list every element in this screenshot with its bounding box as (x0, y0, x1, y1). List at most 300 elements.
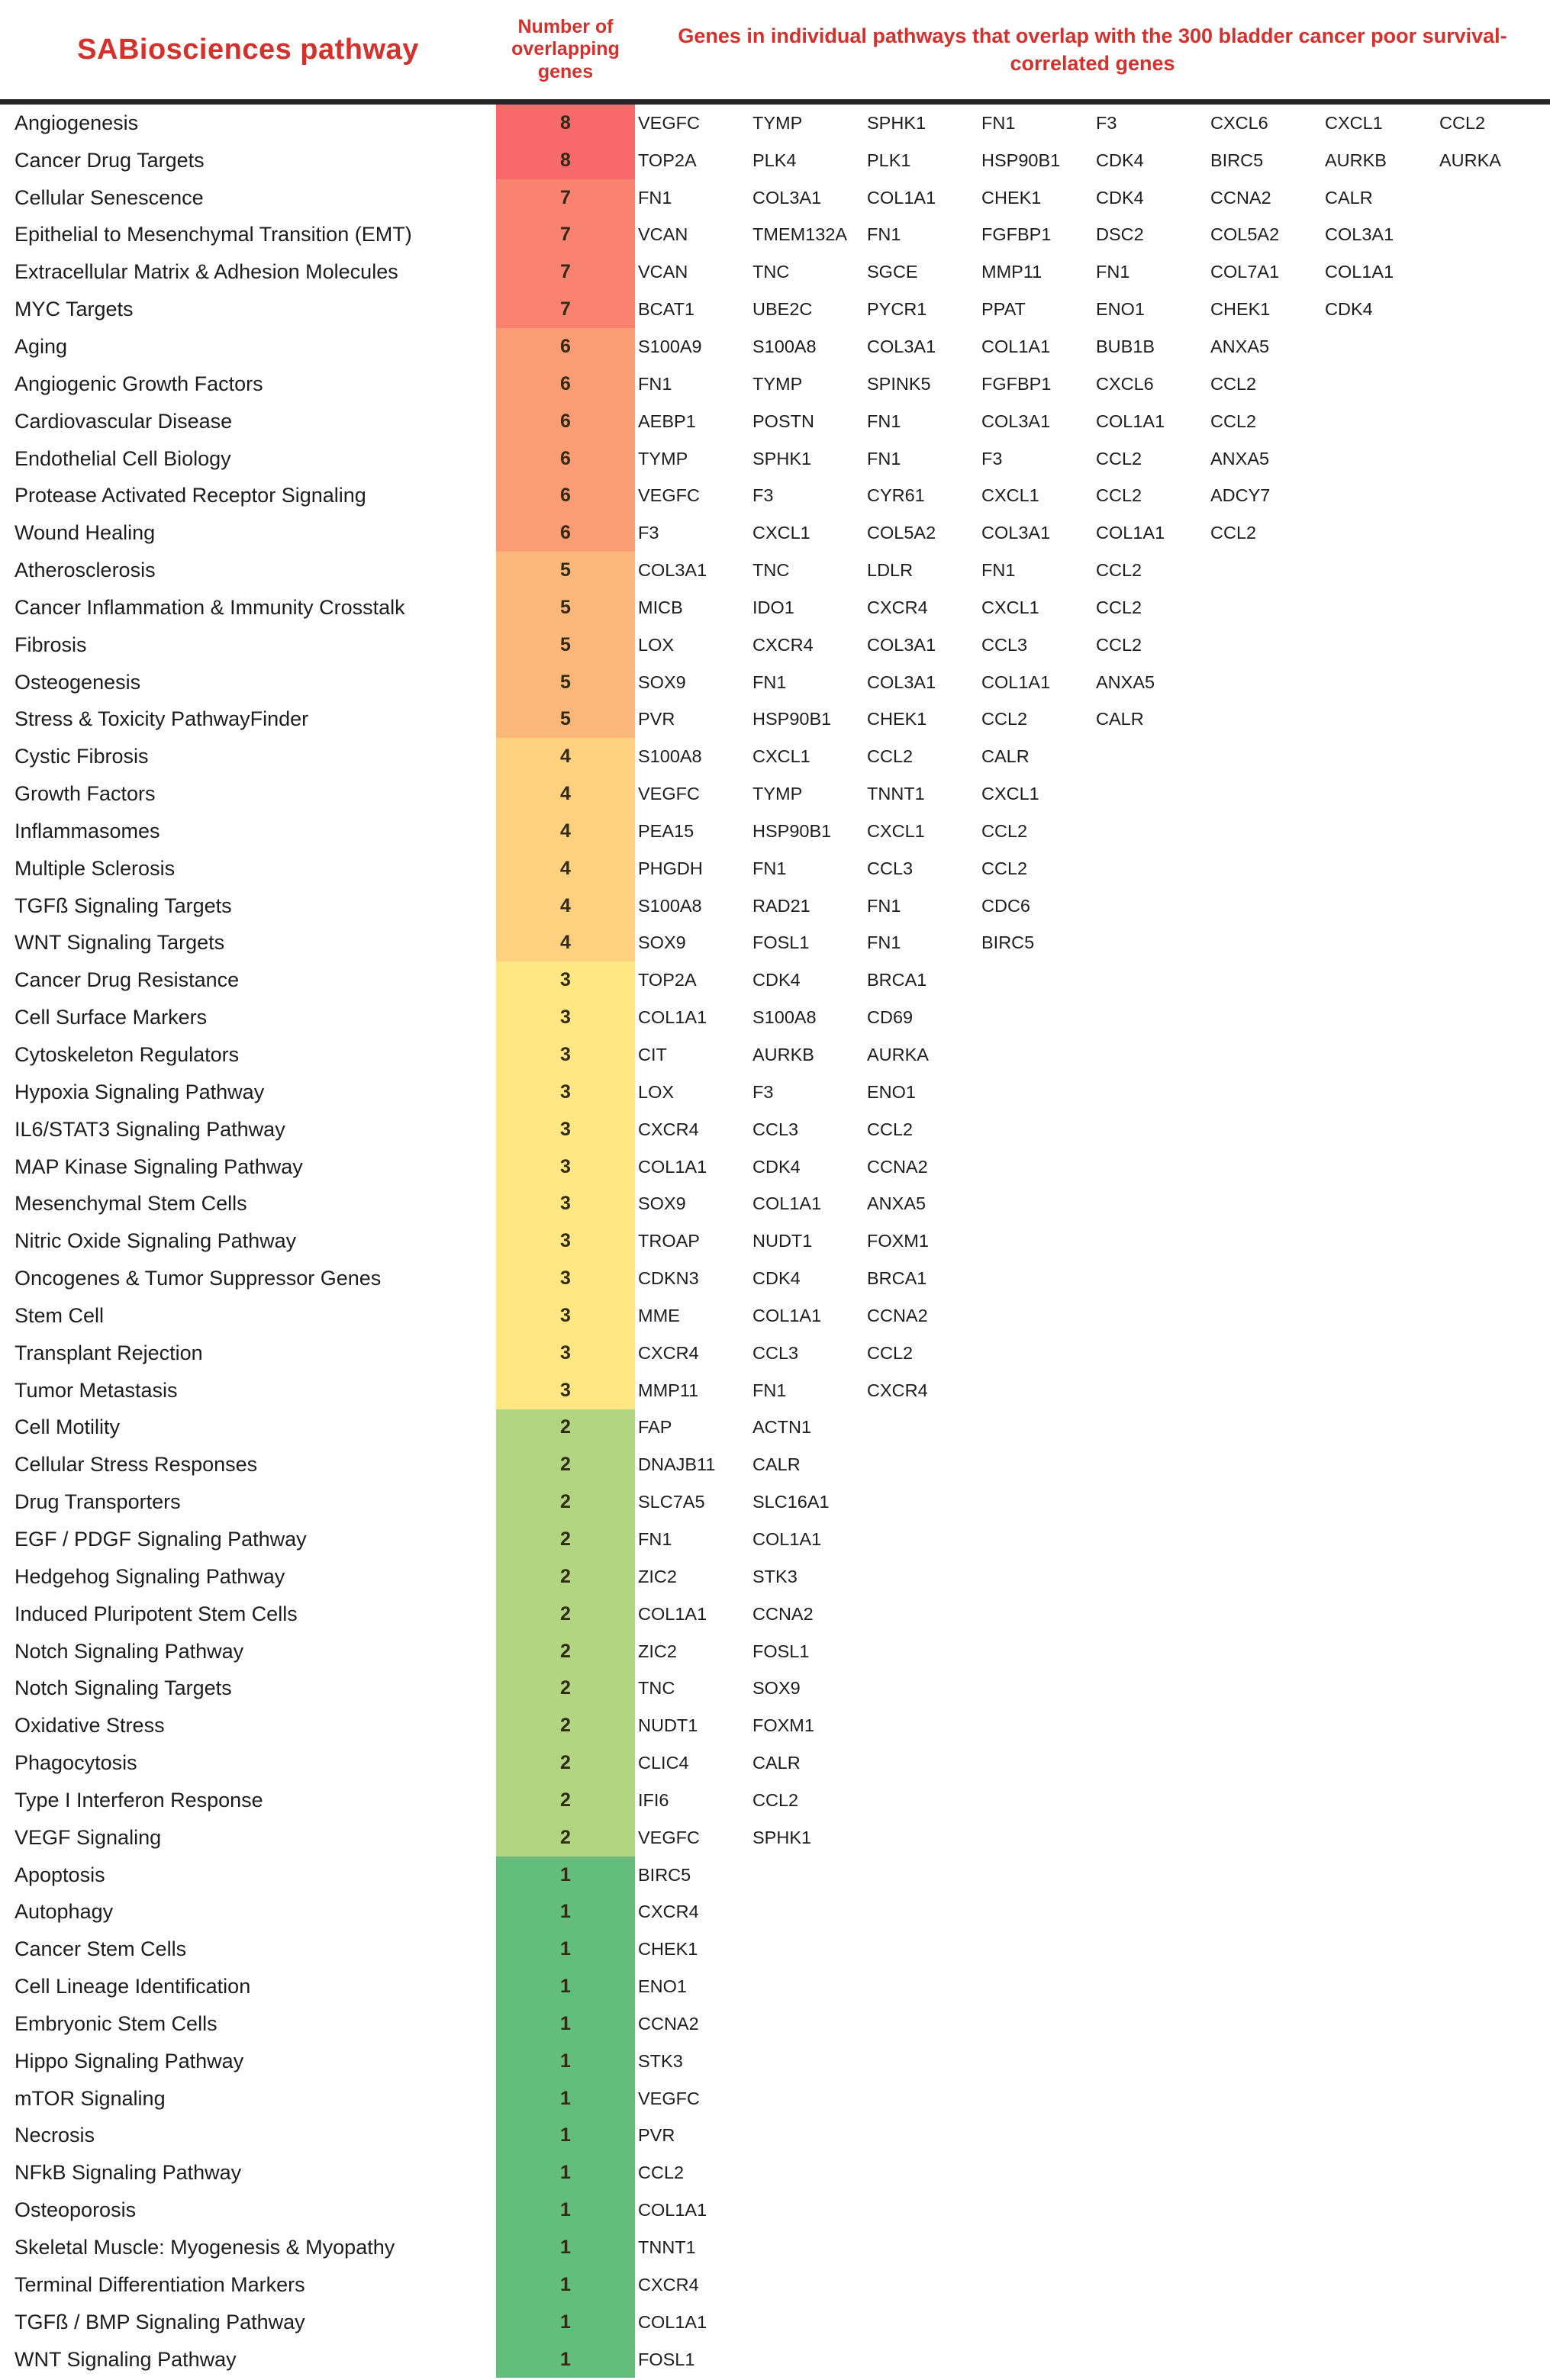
gene-symbol: ANXA5 (1096, 671, 1155, 692)
gene-symbol: CCL2 (1210, 523, 1257, 543)
pathway-name: MAP Kinase Signaling Pathway (15, 1155, 303, 1178)
gene-symbol: S100A8 (752, 1007, 817, 1028)
overlap-count-cell: 2 (496, 1819, 635, 1857)
table-row (0, 850, 1550, 887)
overlap-count-cell: 7 (496, 217, 635, 254)
gene-symbol: CXCL1 (1325, 112, 1383, 133)
overlap-count-cell: 3 (496, 1297, 635, 1335)
gene-symbol: CIT (638, 1045, 667, 1065)
gene-symbol: COL3A1 (1325, 224, 1394, 245)
gene-symbol: MME (638, 1305, 680, 1325)
pathway-name: WNT Signaling Pathway (15, 2347, 237, 2371)
gene-symbol: SOX9 (638, 1193, 686, 1214)
overlap-count-cell: 2 (496, 1633, 635, 1670)
gene-symbol: COL1A1 (638, 1007, 707, 1028)
gene-symbol: FN1 (638, 187, 672, 208)
gene-symbol: BCAT1 (638, 299, 694, 320)
gene-symbol: TNNT1 (867, 784, 925, 804)
gene-symbol: AEBP1 (638, 411, 696, 431)
pathway-name: Transplant Rejection (15, 1341, 203, 1364)
table-row (0, 1744, 1550, 1782)
overlap-count-cell: 1 (496, 2229, 635, 2266)
table-row (0, 1185, 1550, 1222)
pathway-name: Cell Surface Markers (15, 1006, 208, 1029)
gene-symbol: CDK4 (752, 970, 801, 990)
overlap-count-cell: 4 (496, 813, 635, 850)
gene-symbol: BIRC5 (638, 1864, 691, 1885)
table-row (0, 2043, 1550, 2080)
table-row (0, 1335, 1550, 1372)
pathway-name: Cellular Stress Responses (15, 1453, 258, 1477)
table-row (0, 1446, 1550, 1483)
table-row (0, 2229, 1550, 2266)
gene-symbol: PLK4 (752, 150, 797, 170)
pathway-name: Cell Motility (15, 1415, 121, 1439)
table-row (0, 813, 1550, 850)
gene-symbol: CYR61 (867, 485, 925, 506)
gene-symbol: TNC (638, 1678, 675, 1699)
gene-symbol: FN1 (867, 895, 901, 916)
gene-symbol: CCL3 (981, 634, 1028, 655)
table-row (0, 477, 1550, 514)
table-row (0, 366, 1550, 403)
pathway-name: Aging (15, 334, 68, 358)
gene-symbol: NUDT1 (752, 1231, 813, 1251)
gene-symbol: BIRC5 (1210, 150, 1264, 170)
gene-symbol: STK3 (752, 1566, 798, 1586)
gene-symbol: CCNA2 (867, 1305, 928, 1325)
gene-symbol: BUB1B (1096, 336, 1155, 356)
gene-symbol: CCL2 (867, 1342, 914, 1363)
table-row (0, 253, 1550, 291)
pathway-name: Mesenchymal Stem Cells (15, 1192, 247, 1216)
gene-symbol: VEGFC (638, 112, 700, 133)
table-row (0, 1670, 1550, 1707)
gene-symbol: BRCA1 (867, 1268, 927, 1289)
overlap-count-cell: 6 (496, 440, 635, 478)
gene-symbol: CCL2 (1210, 373, 1257, 394)
overlap-count-cell: 6 (496, 403, 635, 440)
table-row (0, 961, 1550, 999)
overlap-count-cell: 3 (496, 999, 635, 1036)
gene-symbol: CDKN3 (638, 1268, 699, 1289)
table-row (0, 887, 1550, 925)
gene-symbol: BRCA1 (867, 970, 927, 990)
gene-symbol: COL1A1 (1096, 523, 1165, 543)
gene-symbol: COL1A1 (638, 1603, 707, 1624)
pathway-name: Apoptosis (15, 1863, 105, 1886)
gene-symbol: HSP90B1 (752, 709, 832, 729)
gene-symbol: CXCL1 (981, 485, 1039, 506)
overlap-count-cell: 3 (496, 1185, 635, 1222)
gene-symbol: ANXA5 (1210, 448, 1270, 469)
table-row (0, 2341, 1550, 2378)
gene-symbol: COL1A1 (1096, 411, 1165, 431)
gene-symbol: COL1A1 (1325, 262, 1394, 282)
gene-symbol: CXCL6 (1096, 373, 1154, 394)
gene-symbol: CXCR4 (867, 1380, 928, 1400)
gene-symbol: AURKA (1439, 150, 1501, 170)
gene-symbol: CXCL1 (981, 597, 1039, 617)
gene-symbol: ENO1 (1096, 299, 1145, 320)
overlap-count-cell: 2 (496, 1446, 635, 1483)
overlap-count-cell: 7 (496, 179, 635, 217)
gene-symbol: FN1 (752, 1380, 787, 1400)
gene-symbol: TROAP (638, 1231, 700, 1251)
pathway-name: Growth Factors (15, 782, 156, 806)
table-row (0, 2118, 1550, 2155)
gene-symbol: PYCR1 (867, 299, 927, 320)
gene-symbol: FGFBP1 (981, 224, 1052, 245)
table-row (0, 1707, 1550, 1744)
gene-symbol: PVR (638, 709, 675, 729)
gene-symbol: FOXM1 (752, 1715, 814, 1736)
table-row (0, 1111, 1550, 1148)
gene-symbol: COL1A1 (638, 1156, 707, 1177)
gene-symbol: COL1A1 (752, 1528, 822, 1549)
table-row (0, 1036, 1550, 1074)
gene-symbol: CALR (1325, 187, 1373, 208)
table-row (0, 1931, 1550, 1968)
gene-symbol: SOX9 (638, 932, 686, 953)
gene-symbol: CCL2 (981, 820, 1028, 841)
gene-symbol: MMP11 (638, 1380, 699, 1400)
pathway-name: Multiple Sclerosis (15, 856, 176, 880)
pathway-name: Extracellular Matrix & Adhesion Molecules (15, 260, 398, 284)
pathway-name: Skeletal Muscle: Myogenesis & Myopathy (15, 2236, 395, 2259)
table-row (0, 1819, 1550, 1857)
gene-symbol: CXCR4 (638, 1902, 699, 1922)
gene-symbol: CXCL1 (867, 820, 925, 841)
table-row (0, 1894, 1550, 1931)
table-row (0, 552, 1550, 589)
gene-symbol: CXCL1 (981, 784, 1039, 804)
overlap-count-cell: 3 (496, 961, 635, 999)
table-row (0, 1633, 1550, 1670)
gene-symbol: IFI6 (638, 1789, 669, 1810)
gene-symbol: TNC (752, 560, 790, 581)
gene-symbol: COL1A1 (981, 671, 1051, 692)
gene-symbol: CXCL1 (752, 746, 810, 767)
table-row (0, 999, 1550, 1036)
overlap-count-cell: 7 (496, 291, 635, 328)
overlap-count-cell: 5 (496, 552, 635, 589)
table-row (0, 626, 1550, 664)
gene-symbol: TOP2A (638, 150, 697, 170)
gene-symbol: CXCR4 (638, 1342, 699, 1363)
gene-symbol: PEA15 (638, 820, 694, 841)
overlap-count-cell: 4 (496, 925, 635, 962)
gene-symbol: SGCE (867, 262, 918, 282)
gene-symbol: CDK4 (1325, 299, 1373, 320)
gene-symbol: COL1A1 (867, 187, 936, 208)
table-row (0, 775, 1550, 813)
gene-symbol: PPAT (981, 299, 1026, 320)
gene-symbol: COL3A1 (867, 634, 936, 655)
gene-symbol: COL3A1 (867, 671, 936, 692)
overlap-count-cell: 2 (496, 1409, 635, 1447)
overlap-count-cell: 1 (496, 2118, 635, 2155)
gene-symbol: CHEK1 (981, 187, 1042, 208)
gene-symbol: ZIC2 (638, 1641, 677, 1661)
gene-symbol: CCL2 (1439, 112, 1486, 133)
gene-symbol: VCAN (638, 224, 688, 245)
table-row (0, 1409, 1550, 1447)
table-row (0, 142, 1550, 179)
gene-symbol: ENO1 (638, 1976, 687, 1997)
pathway-name: Angiogenic Growth Factors (15, 372, 263, 395)
pathway-name: Cell Lineage Identification (15, 1975, 251, 1998)
gene-symbol: TMEM132A (752, 224, 848, 245)
gene-symbol: COL5A2 (1210, 224, 1280, 245)
gene-symbol: AURKB (752, 1045, 814, 1065)
table-row (0, 1558, 1550, 1596)
pathway-name: mTOR Signaling (15, 2086, 166, 2110)
gene-symbol: CCNA2 (752, 1603, 814, 1624)
pathway-name: Oxidative Stress (15, 1714, 165, 1737)
gene-symbol: FGFBP1 (981, 373, 1052, 394)
gene-symbol: CCL2 (1096, 448, 1142, 469)
gene-symbol: LOX (638, 1081, 675, 1102)
overlap-count-cell: 2 (496, 1707, 635, 1744)
overlap-count-cell: 5 (496, 664, 635, 701)
table-row (0, 1372, 1550, 1409)
pathway-name: Protease Activated Receptor Signaling (15, 484, 366, 507)
overlap-count-cell: 4 (496, 887, 635, 925)
overlap-count-cell: 2 (496, 1558, 635, 1596)
gene-symbol: FN1 (638, 1528, 672, 1549)
table-row (0, 738, 1550, 775)
gene-symbol: HSP90B1 (981, 150, 1061, 170)
pathway-name: TGFß Signaling Targets (15, 894, 232, 917)
gene-symbol: CCL3 (752, 1342, 799, 1363)
gene-symbol: CD69 (867, 1007, 914, 1028)
table-header (0, 0, 1550, 105)
overlap-count-cell: 2 (496, 1744, 635, 1782)
overlap-count-cell: 2 (496, 1782, 635, 1819)
pathway-name: Phagocytosis (15, 1751, 137, 1775)
overlap-count-cell: 4 (496, 850, 635, 887)
overlap-count-cell: 1 (496, 1968, 635, 2005)
gene-symbol: RAD21 (752, 895, 810, 916)
pathway-name: TGFß / BMP Signaling Pathway (15, 2310, 305, 2333)
gene-symbol: CDK4 (752, 1156, 801, 1177)
overlap-count-cell: 8 (496, 105, 635, 142)
overlap-count-column-header: Number of overlapping genes (511, 15, 620, 82)
gene-symbol: SPHK1 (867, 112, 926, 133)
pathway-name: MYC Targets (15, 298, 134, 321)
table-row (0, 105, 1550, 142)
gene-symbol: CALR (981, 746, 1030, 767)
table-row (0, 1074, 1550, 1111)
gene-symbol: IDO1 (752, 597, 794, 617)
overlap-count-cell: 2 (496, 1521, 635, 1558)
gene-symbol: CHEK1 (638, 1939, 698, 1960)
overlap-count-cell: 3 (496, 1036, 635, 1074)
gene-symbol: TYMP (752, 784, 803, 804)
gene-symbol: CCL2 (981, 709, 1028, 729)
gene-symbol: COL3A1 (867, 336, 936, 356)
gene-symbol: PVR (638, 2125, 675, 2146)
overlap-count-cell: 5 (496, 626, 635, 664)
overlap-count-cell: 3 (496, 1335, 635, 1372)
pathway-name: Tumor Metastasis (15, 1378, 178, 1402)
gene-symbol: CCL2 (752, 1789, 799, 1810)
gene-symbol: TNC (752, 262, 790, 282)
gene-symbol: VEGFC (638, 1827, 700, 1847)
overlap-count-cell: 8 (496, 142, 635, 179)
gene-symbol: CCL2 (1096, 597, 1142, 617)
gene-symbol: NUDT1 (638, 1715, 698, 1736)
pathway-name: Induced Pluripotent Stem Cells (15, 1602, 298, 1625)
pathway-name: Autophagy (15, 1900, 114, 1924)
gene-symbol: POSTN (752, 411, 814, 431)
genes-column-header: Genes in individual pathways that overlap with the 300 bladder cancer poor survival-correlated genes (678, 24, 1507, 75)
gene-symbol: ZIC2 (638, 1566, 677, 1586)
overlap-count-cell: 6 (496, 514, 635, 552)
gene-symbol: FN1 (867, 224, 901, 245)
pathway-name: NFkB Signaling Pathway (15, 2161, 242, 2185)
pathway-name: Drug Transporters (15, 1490, 181, 1514)
overlap-count-cell: 1 (496, 2192, 635, 2229)
overlap-count-cell: 3 (496, 1074, 635, 1111)
gene-symbol: CXCR4 (638, 1119, 699, 1139)
overlap-count-cell: 5 (496, 589, 635, 626)
gene-symbol: COL3A1 (638, 560, 707, 581)
gene-symbol: S100A9 (638, 336, 702, 356)
gene-symbol: F3 (981, 448, 1003, 469)
overlap-count-cell: 1 (496, 1931, 635, 1968)
overlap-count-cell: 1 (496, 1857, 635, 1894)
table-row (0, 1148, 1550, 1186)
overlap-count-cell: 4 (496, 738, 635, 775)
gene-symbol: TNNT1 (638, 2237, 696, 2258)
table-row (0, 440, 1550, 478)
gene-symbol: LDLR (867, 560, 914, 581)
pathway-name: WNT Signaling Targets (15, 931, 225, 955)
gene-symbol: VEGFC (638, 485, 700, 506)
gene-symbol: COL1A1 (638, 2311, 707, 2332)
gene-symbol: SPINK5 (867, 373, 931, 394)
table-row (0, 2005, 1550, 2043)
gene-symbol: CCL2 (981, 858, 1028, 878)
table-row (0, 2266, 1550, 2304)
gene-symbol: CLIC4 (638, 1753, 689, 1773)
pathway-column-header: SABiosciences pathway (77, 33, 419, 66)
table-row (0, 1857, 1550, 1894)
table-row (0, 701, 1550, 739)
pathway-name: Atherosclerosis (15, 559, 156, 582)
gene-symbol: PHGDH (638, 858, 703, 878)
gene-symbol: FOSL1 (638, 2349, 695, 2369)
gene-symbol: FN1 (752, 671, 787, 692)
gene-symbol: CHEK1 (867, 709, 927, 729)
table-row (0, 1222, 1550, 1260)
overlap-count-cell: 1 (496, 2341, 635, 2378)
pathway-name: Wound Healing (15, 521, 156, 545)
gene-symbol: DSC2 (1096, 224, 1144, 245)
pathway-name: Stress & Toxicity PathwayFinder (15, 707, 309, 731)
gene-symbol: S100A8 (638, 895, 702, 916)
table-row (0, 1596, 1550, 1633)
gene-symbol: FAP (638, 1417, 672, 1438)
gene-symbol: COL3A1 (981, 523, 1051, 543)
gene-symbol: SLC16A1 (752, 1492, 830, 1512)
table-rows-container (0, 105, 1550, 2378)
overlap-count-cell: 1 (496, 2005, 635, 2043)
gene-symbol: ACTN1 (752, 1417, 812, 1438)
gene-symbol: COL1A1 (981, 336, 1051, 356)
gene-symbol: FOSL1 (752, 932, 810, 953)
gene-symbol: FN1 (867, 411, 901, 431)
pathway-name: Cancer Drug Targets (15, 148, 205, 172)
gene-symbol: CCL2 (1096, 634, 1142, 655)
gene-symbol: SPHK1 (752, 1827, 812, 1847)
gene-symbol: CCNA2 (867, 1156, 928, 1177)
gene-symbol: F3 (638, 523, 659, 543)
gene-symbol: FN1 (867, 932, 901, 953)
pathway-name: Terminal Differentiation Markers (15, 2272, 305, 2296)
gene-symbol: S100A8 (752, 336, 817, 356)
gene-symbol: CXCR4 (638, 2274, 699, 2295)
pathway-name: Osteoporosis (15, 2198, 137, 2222)
pathway-name: Cellular Senescence (15, 185, 204, 209)
gene-symbol: CALR (752, 1753, 801, 1773)
gene-symbol: CCL2 (867, 1119, 914, 1139)
gene-symbol: STK3 (638, 2050, 683, 2071)
gene-symbol: DNAJB11 (638, 1454, 716, 1475)
gene-symbol: FN1 (638, 373, 672, 394)
overlap-count-cell: 3 (496, 1222, 635, 1260)
table-row (0, 589, 1550, 626)
pathway-name: Angiogenesis (15, 111, 139, 134)
gene-symbol: ANXA5 (1210, 336, 1270, 356)
gene-symbol: COL1A1 (638, 2200, 707, 2221)
gene-symbol: MMP11 (981, 262, 1042, 282)
table-row (0, 1297, 1550, 1335)
gene-symbol: CCNA2 (1210, 187, 1271, 208)
gene-symbol: VCAN (638, 262, 688, 282)
gene-symbol: CCL3 (752, 1119, 799, 1139)
pathway-name: Cystic Fibrosis (15, 745, 149, 768)
table-row (0, 2192, 1550, 2229)
gene-symbol: SOX9 (638, 671, 686, 692)
gene-symbol: CXCL1 (752, 523, 810, 543)
gene-symbol: COL1A1 (752, 1193, 822, 1214)
overlap-count-cell: 2 (496, 1483, 635, 1521)
gene-symbol: CHEK1 (1210, 299, 1271, 320)
pathway-name: Cytoskeleton Regulators (15, 1043, 240, 1067)
pathway-name: Hedgehog Signaling Pathway (15, 1564, 285, 1588)
pathway-name: Cardiovascular Disease (15, 409, 233, 433)
table-row (0, 1260, 1550, 1297)
gene-symbol: SLC7A5 (638, 1492, 705, 1512)
table-row (0, 1521, 1550, 1558)
gene-symbol: LOX (638, 634, 675, 655)
table-row (0, 664, 1550, 701)
gene-symbol: COL3A1 (981, 411, 1051, 431)
overlap-count-cell: 1 (496, 2154, 635, 2192)
gene-symbol: BIRC5 (981, 932, 1035, 953)
gene-symbol: COL5A2 (867, 523, 936, 543)
gene-symbol: CALR (1096, 709, 1144, 729)
gene-symbol: FOXM1 (867, 1231, 929, 1251)
gene-symbol: PLK1 (867, 150, 911, 170)
gene-symbol: COL3A1 (752, 187, 822, 208)
gene-symbol: ANXA5 (867, 1193, 926, 1214)
pathway-name: Nitric Oxide Signaling Pathway (15, 1229, 297, 1253)
gene-symbol: AURKB (1325, 150, 1387, 170)
